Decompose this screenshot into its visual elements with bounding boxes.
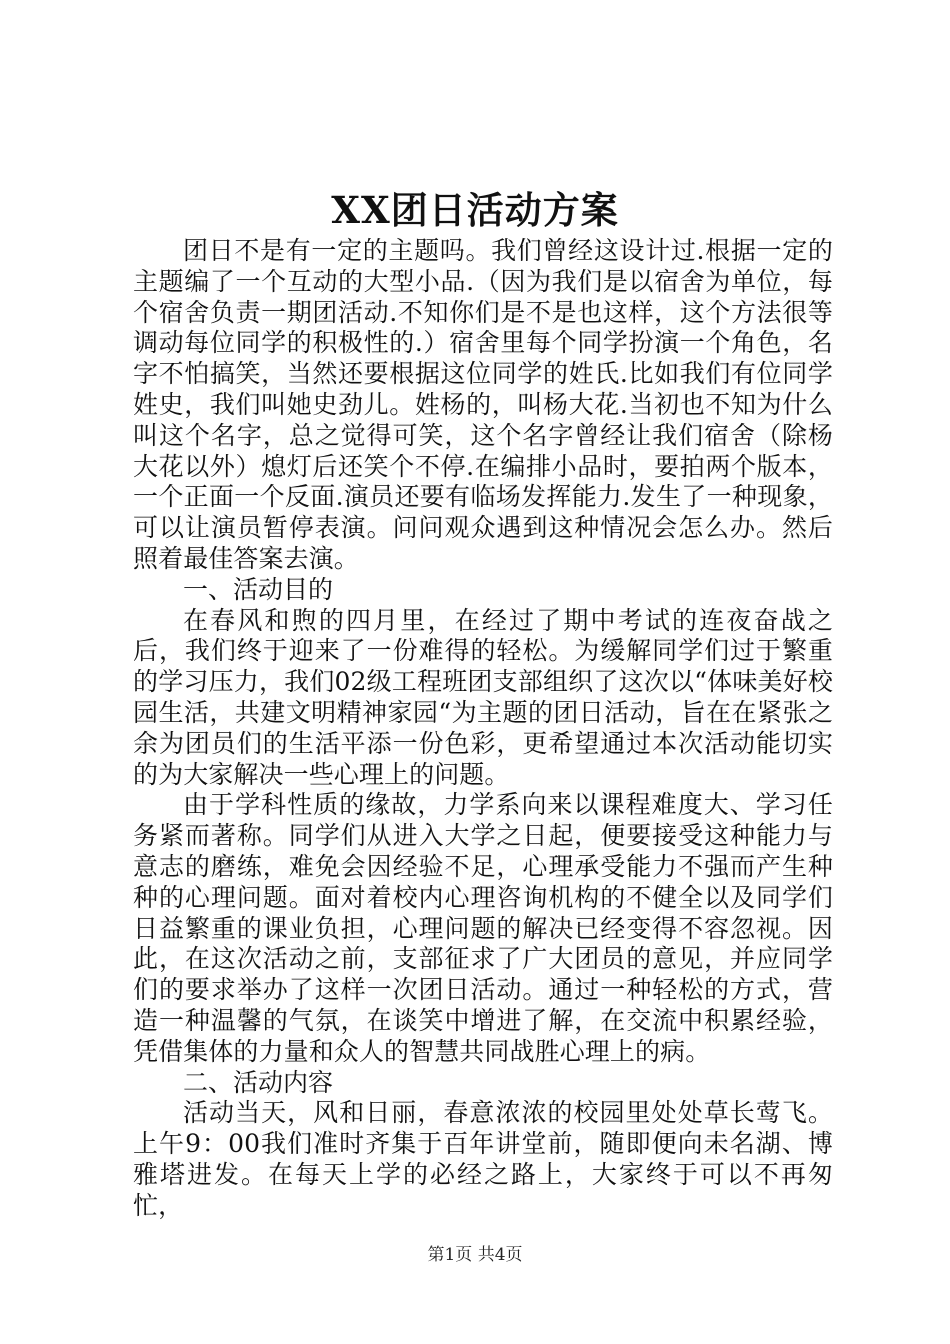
content-paragraph-1: 活动当天，风和日丽，春意浓浓的校园里处处草长莺飞。上午9：00我们准时齐集于百年讲堂前，随即便向未名湖、博雅塔进发。在每天上学的必经之路上，大家终于可以不再匆忙， xyxy=(133,1098,833,1220)
section-heading-content: 二、活动内容 xyxy=(183,1067,334,1097)
purpose-paragraph-1: 在春风和煦的四月里，在经过了期中考试的连夜奋战之后，我们终于迎来了一份难得的轻松。为缓解同学们过于繁重的学习压力，我们02级工程班团支部组织了这次以“体味美好校园生活，共建文明精神家园“为主题的团日活动，旨在在紧张之余为团员们的生活平添一份色彩，更希望通过本次活动能切实的为大家解决一些心理上的问题。 xyxy=(133,605,833,789)
document-body xyxy=(133,236,833,1222)
page-footer: 第1页 共4页 xyxy=(427,1245,523,1265)
purpose-paragraph-2: 由于学科性质的缘故，力学系向来以课程难度大、学习任务紧而著称。同学们从进入大学之日起，便要接受这种能力与意志的磨练，难免会因经验不足，心理承受能力不强而产生种种的心理问题。面对着校内心理咨询机构的不健全以及同学们日益繁重的课业负担，心理问题的解决已经变得不容忽视。因此，在这次活动之前，支部征求了广大团员的意见，并应同学们的要求举办了这样一次团日活动。通过一种轻松的方式，营造一种温馨的气氛，在谈笑中增进了解，在交流中积累经验，凭借集体的力量和众人的智慧共同战胜心理上的病。 xyxy=(133,790,833,1066)
section-heading-purpose: 一、活动目的 xyxy=(183,574,334,604)
document-title: XX团日活动方案 xyxy=(331,188,619,232)
intro-paragraph: 团日不是有一定的主题吗。我们曾经这设计过.根据一定的主题编了一个互动的大型小品.（因为我们是以宿舍为单位，每个宿舍负责一期团活动.不知你们是不是也这样，这个方法很等调动每位同学的积极性的.）宿舍里每个同学扮演一个角色，名字不怕搞笑，当然还要根据这位同学的姓氏.比如我们有位同学姓史，我们叫她史劲儿。姓杨的，叫杨大花.当初也不知为什么叫这个名字，总之觉得可笑，这个名字曾经让我们宿舍（除杨大花以外）熄灯后还笑个不停.在编排小品时，要拍两个版本，一个正面一个反面.演员还要有临场发挥能力.发生了一种现象，可以让演员暂停表演。问问观众遇到这种情况会怎么办。然后照着最佳答案去演。 xyxy=(133,236,833,573)
